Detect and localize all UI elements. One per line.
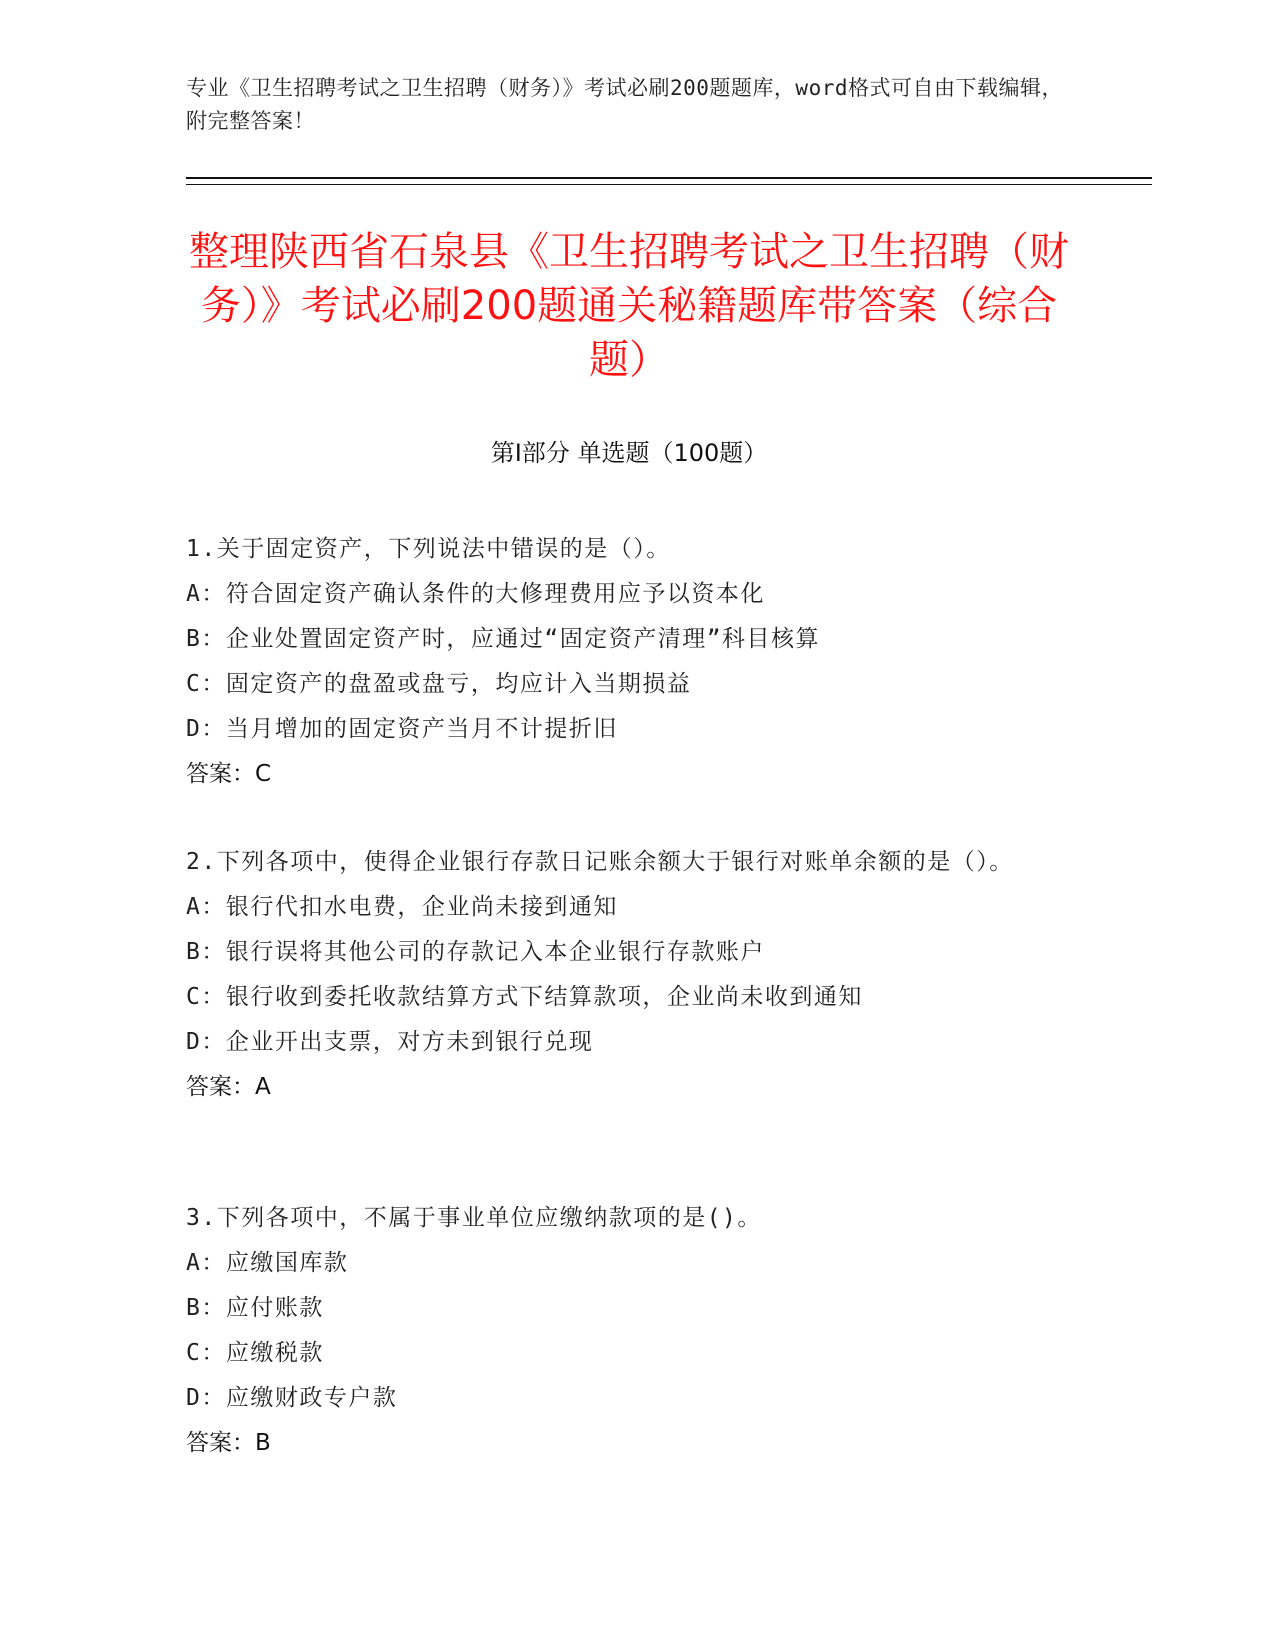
section-title: 第I部分 单选题（100题） <box>490 439 768 467</box>
option-c: C：银行收到委托收款结算方式下结算款项，企业尚未收到通知 <box>186 984 863 1010</box>
header-note: 专业《卫生招聘考试之卫生招聘（财务）》考试必刷200题题库，word格式可自由下载编辑，附完整答案！ <box>186 76 1063 133</box>
option-b: B：银行误将其他公司的存款记入本企业银行存款账户 <box>186 939 765 965</box>
answer: 答案：C <box>186 761 272 787</box>
option-d: D：当月增加的固定资产当月不计提折旧 <box>186 716 618 742</box>
option-a: A：应缴国库款 <box>186 1250 349 1276</box>
option-b: B：企业处置固定资产时，应通过“固定资产清理”科目核算 <box>186 626 821 652</box>
question-stem: 3.下列各项中，不属于事业单位应缴纳款项的是()。 <box>186 1205 762 1231</box>
answer: 答案：B <box>186 1430 271 1456</box>
answer: 答案：A <box>186 1074 271 1100</box>
question-1 <box>186 527 1066 797</box>
option-d: D：企业开出支票，对方未到银行兑现 <box>186 1029 594 1055</box>
option-a: A：符合固定资产确认条件的大修理费用应予以资本化 <box>186 581 765 607</box>
question-stem: 1.关于固定资产，下列说法中错误的是（）。 <box>186 536 671 562</box>
option-c: C：固定资产的盘盈或盘亏，均应计入当期损益 <box>186 671 692 697</box>
document-title: 整理陕西省石泉县《卫生招聘考试之卫生招聘（财务）》考试必刷200题通关秘籍题库带答案（综合题） <box>189 229 1069 383</box>
question-stem: 2.下列各项中，使得企业银行存款日记账余额大于银行对账单余额的是（）。 <box>186 849 1014 875</box>
question-3 <box>186 1196 1066 1466</box>
question-2 <box>186 840 1066 1110</box>
option-b: B：应付账款 <box>186 1295 324 1321</box>
option-d: D：应缴财政专户款 <box>186 1385 398 1411</box>
header-rule-thick <box>186 177 1152 179</box>
header-rule-thin <box>186 184 1152 185</box>
option-c: C：应缴税款 <box>186 1340 324 1366</box>
option-a: A：银行代扣水电费，企业尚未接到通知 <box>186 894 618 920</box>
